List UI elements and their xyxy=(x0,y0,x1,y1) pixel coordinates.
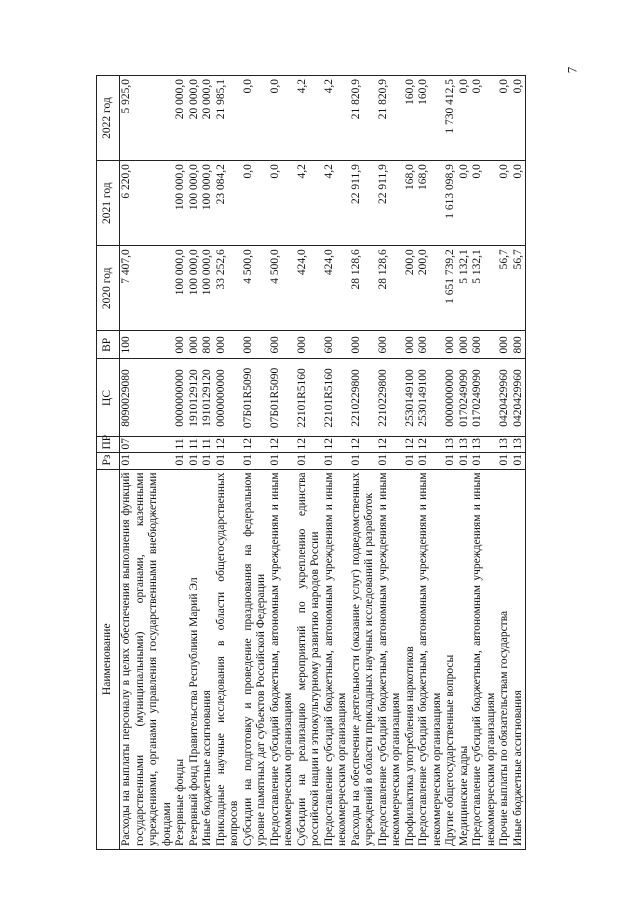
budget-table xyxy=(96,75,526,850)
cell-y2021: 0,0 xyxy=(458,161,472,246)
cell-y2022: 20 000,0 xyxy=(201,76,215,161)
cell-pr: 11 xyxy=(201,437,215,453)
cell-y2022: 0,0 xyxy=(471,76,498,161)
cell-pr: 13 xyxy=(471,437,498,453)
table-row xyxy=(377,76,404,850)
cell-cs: 22101R5160 xyxy=(323,359,350,437)
cell-rz: 01 xyxy=(174,453,188,469)
cell-rz: 01 xyxy=(377,453,404,469)
table-row xyxy=(215,76,242,850)
cell-pr: 13 xyxy=(458,437,472,453)
cell-y2022: 20 000,0 xyxy=(174,76,188,161)
cell-vr: 600 xyxy=(377,331,404,359)
cell-rz: 01 xyxy=(120,453,175,469)
header-2021: 2021 год xyxy=(97,161,120,246)
table-row xyxy=(269,76,296,850)
budget-sheet xyxy=(96,75,559,850)
cell-name: Предоставление субсидий бюджетным, автономным учреждениям и иным некоммерческим организациям xyxy=(377,469,404,849)
cell-name: Резервный фонд Правительства Республики Марий Эл xyxy=(188,469,202,849)
cell-rz: 01 xyxy=(444,453,458,469)
cell-rz: 01 xyxy=(458,453,472,469)
cell-y2020: 56,7 xyxy=(498,246,512,331)
cell-pr: 07 xyxy=(120,437,175,453)
cell-y2021: 1 613 098,9 xyxy=(444,161,458,246)
cell-vr: 800 xyxy=(512,331,526,359)
cell-y2022: 0,0 xyxy=(512,76,526,161)
table-row xyxy=(350,76,377,850)
header-cs: ЦС xyxy=(97,359,120,437)
cell-name: Профилактика употребления наркотиков xyxy=(404,469,418,849)
cell-pr: 12 xyxy=(242,437,269,453)
cell-y2022: 160,0 xyxy=(404,76,418,161)
cell-y2021: 0,0 xyxy=(269,161,296,246)
cell-y2020: 4 500,0 xyxy=(269,246,296,331)
table-row xyxy=(498,76,512,850)
cell-cs: 0170249090 xyxy=(458,359,472,437)
cell-name: Расходы на обеспечение деятельности (оказание услуг) подведомственных учреждений в области прикладных научных исследований и разработок xyxy=(350,469,377,849)
cell-rz: 01 xyxy=(188,453,202,469)
table-row xyxy=(120,76,175,850)
cell-name: Иные бюджетные ассигнования xyxy=(201,469,215,849)
cell-vr: 600 xyxy=(417,331,444,359)
cell-y2021: 6 220,0 xyxy=(120,161,175,246)
header-name: Наименование xyxy=(97,469,120,849)
cell-cs: 0000000000 xyxy=(215,359,242,437)
cell-y2020: 28 128,6 xyxy=(350,246,377,331)
cell-cs: 22101R5160 xyxy=(296,359,323,437)
cell-vr: 800 xyxy=(201,331,215,359)
table-body xyxy=(120,76,526,850)
table-row xyxy=(512,76,526,850)
cell-y2020: 200,0 xyxy=(404,246,418,331)
cell-name: Прочие выплаты по обязательствам государства xyxy=(498,469,512,849)
header-2020: 2020 год xyxy=(97,246,120,331)
table-row xyxy=(201,76,215,850)
cell-rz: 01 xyxy=(417,453,444,469)
cell-rz: 01 xyxy=(215,453,242,469)
cell-y2022: 4,2 xyxy=(323,76,350,161)
cell-y2020: 4 500,0 xyxy=(242,246,269,331)
cell-name: Иные бюджетные ассигнования xyxy=(512,469,526,849)
cell-y2021: 100 000,0 xyxy=(188,161,202,246)
cell-y2021: 100 000,0 xyxy=(174,161,188,246)
cell-vr: 000 xyxy=(215,331,242,359)
cell-y2020: 424,0 xyxy=(323,246,350,331)
cell-y2022: 21 820,9 xyxy=(377,76,404,161)
cell-y2021: 22 911,9 xyxy=(377,161,404,246)
cell-cs: 2530149100 xyxy=(404,359,418,437)
cell-name: Медицинские кадры xyxy=(458,469,472,849)
cell-cs: 2210229800 xyxy=(377,359,404,437)
table-row xyxy=(458,76,472,850)
cell-y2020: 424,0 xyxy=(296,246,323,331)
cell-vr: 000 xyxy=(174,331,188,359)
cell-rz: 01 xyxy=(404,453,418,469)
cell-rz: 01 xyxy=(471,453,498,469)
cell-pr: 13 xyxy=(498,437,512,453)
cell-y2021: 0,0 xyxy=(242,161,269,246)
cell-rz: 01 xyxy=(512,453,526,469)
cell-y2022: 1 730 412,5 xyxy=(444,76,458,161)
header-2022: 2022 год xyxy=(97,76,120,161)
cell-cs: 0420429960 xyxy=(498,359,512,437)
table-row xyxy=(188,76,202,850)
cell-vr: 000 xyxy=(404,331,418,359)
cell-pr: 12 xyxy=(296,437,323,453)
cell-y2020: 5 132,1 xyxy=(458,246,472,331)
cell-y2021: 0,0 xyxy=(498,161,512,246)
cell-name: Предоставление субсидий бюджетным, автономным учреждениям и иным некоммерческим организациям xyxy=(417,469,444,849)
cell-y2021: 168,0 xyxy=(417,161,444,246)
cell-y2022: 0,0 xyxy=(498,76,512,161)
table-row xyxy=(296,76,323,850)
cell-cs: 2530149100 xyxy=(417,359,444,437)
cell-rz: 01 xyxy=(296,453,323,469)
cell-y2021: 168,0 xyxy=(404,161,418,246)
cell-vr: 000 xyxy=(458,331,472,359)
cell-y2021: 100 000,0 xyxy=(201,161,215,246)
cell-y2020: 100 000,0 xyxy=(201,246,215,331)
cell-pr: 12 xyxy=(417,437,444,453)
cell-y2022: 0,0 xyxy=(269,76,296,161)
cell-y2020: 100 000,0 xyxy=(174,246,188,331)
table-row xyxy=(417,76,444,850)
table-row xyxy=(174,76,188,850)
header-pr: ПР xyxy=(97,437,120,453)
cell-y2022: 21 985,1 xyxy=(215,76,242,161)
cell-cs: 0420429960 xyxy=(512,359,526,437)
cell-vr: 100 xyxy=(120,331,175,359)
cell-name: Предоставление субсидий бюджетным, автономным учреждениям и иным некоммерческим организациям xyxy=(323,469,350,849)
cell-y2022: 21 820,9 xyxy=(350,76,377,161)
cell-vr: 000 xyxy=(444,331,458,359)
cell-y2021: 22 911,9 xyxy=(350,161,377,246)
page-number: 7 xyxy=(564,66,580,74)
header-vr: ВР xyxy=(97,331,120,359)
cell-pr: 13 xyxy=(512,437,526,453)
cell-pr: 12 xyxy=(350,437,377,453)
cell-y2022: 0,0 xyxy=(242,76,269,161)
cell-pr: 11 xyxy=(188,437,202,453)
table-row xyxy=(404,76,418,850)
cell-vr: 000 xyxy=(296,331,323,359)
cell-cs: 1910129120 xyxy=(201,359,215,437)
cell-cs: 07Б01R5090 xyxy=(269,359,296,437)
cell-y2022: 20 000,0 xyxy=(188,76,202,161)
cell-rz: 01 xyxy=(350,453,377,469)
cell-y2020: 33 252,6 xyxy=(215,246,242,331)
cell-y2020: 28 128,6 xyxy=(377,246,404,331)
cell-vr: 600 xyxy=(323,331,350,359)
cell-y2020: 56,7 xyxy=(512,246,526,331)
cell-name: Другие общегосударственные вопросы xyxy=(444,469,458,849)
cell-rz: 01 xyxy=(242,453,269,469)
table-row xyxy=(242,76,269,850)
cell-pr: 13 xyxy=(444,437,458,453)
cell-vr: 000 xyxy=(242,331,269,359)
cell-y2020: 200,0 xyxy=(417,246,444,331)
cell-pr: 12 xyxy=(215,437,242,453)
cell-cs: 1910129120 xyxy=(188,359,202,437)
cell-name: Субсидии на реализацию мероприятий по укреплению единства российской нации и этнокультурному развитию народов России xyxy=(296,469,323,849)
cell-pr: 12 xyxy=(404,437,418,453)
cell-y2022: 160,0 xyxy=(417,76,444,161)
header-rz: Рз xyxy=(97,453,120,469)
cell-vr: 000 xyxy=(188,331,202,359)
cell-name: Прикладные научные исследования в области общегосударственных вопросов xyxy=(215,469,242,849)
cell-rz: 01 xyxy=(498,453,512,469)
cell-vr: 600 xyxy=(471,331,498,359)
cell-y2020: 1 651 739,2 xyxy=(444,246,458,331)
cell-y2020: 5 132,1 xyxy=(471,246,498,331)
cell-name: Субсидии на подготовку и проведение празднования на федеральном уровне памятных дат субъектов Российской Федерации xyxy=(242,469,269,849)
cell-cs: 0170249090 xyxy=(471,359,498,437)
cell-y2021: 4,2 xyxy=(323,161,350,246)
cell-cs: 07Б01R5090 xyxy=(242,359,269,437)
cell-name: Резервные фонды xyxy=(174,469,188,849)
cell-y2022: 4,2 xyxy=(296,76,323,161)
cell-name: Расходы на выплаты персоналу в целях обеспечения выполнения функций государственными (муниципальными) органами, казенными учреждениями, органами управления государственными внебюджетными фондами xyxy=(120,469,175,849)
cell-cs: 0000000000 xyxy=(444,359,458,437)
cell-cs: 0000000000 xyxy=(174,359,188,437)
cell-y2021: 4,2 xyxy=(296,161,323,246)
cell-y2021: 0,0 xyxy=(471,161,498,246)
cell-y2020: 100 000,0 xyxy=(188,246,202,331)
cell-pr: 12 xyxy=(269,437,296,453)
cell-rz: 01 xyxy=(269,453,296,469)
cell-y2022: 0,0 xyxy=(458,76,472,161)
table-row xyxy=(444,76,458,850)
cell-pr: 11 xyxy=(174,437,188,453)
cell-y2022: 5 925,0 xyxy=(120,76,175,161)
cell-vr: 000 xyxy=(498,331,512,359)
cell-cs: 2210229800 xyxy=(350,359,377,437)
cell-name: Предоставление субсидий бюджетным, автономным учреждениям и иным некоммерческим организациям xyxy=(471,469,498,849)
cell-rz: 01 xyxy=(201,453,215,469)
table-row xyxy=(471,76,498,850)
cell-vr: 000 xyxy=(350,331,377,359)
table-row xyxy=(323,76,350,850)
cell-y2020: 7 407,0 xyxy=(120,246,175,331)
cell-vr: 600 xyxy=(269,331,296,359)
cell-y2021: 0,0 xyxy=(512,161,526,246)
cell-cs: 8090029080 xyxy=(120,359,175,437)
cell-name: Предоставление субсидий бюджетным, автономным учреждениям и иным некоммерческим организациям xyxy=(269,469,296,849)
cell-y2021: 23 084,2 xyxy=(215,161,242,246)
cell-pr: 12 xyxy=(377,437,404,453)
table-header-row xyxy=(97,76,120,850)
cell-rz: 01 xyxy=(323,453,350,469)
cell-pr: 12 xyxy=(323,437,350,453)
